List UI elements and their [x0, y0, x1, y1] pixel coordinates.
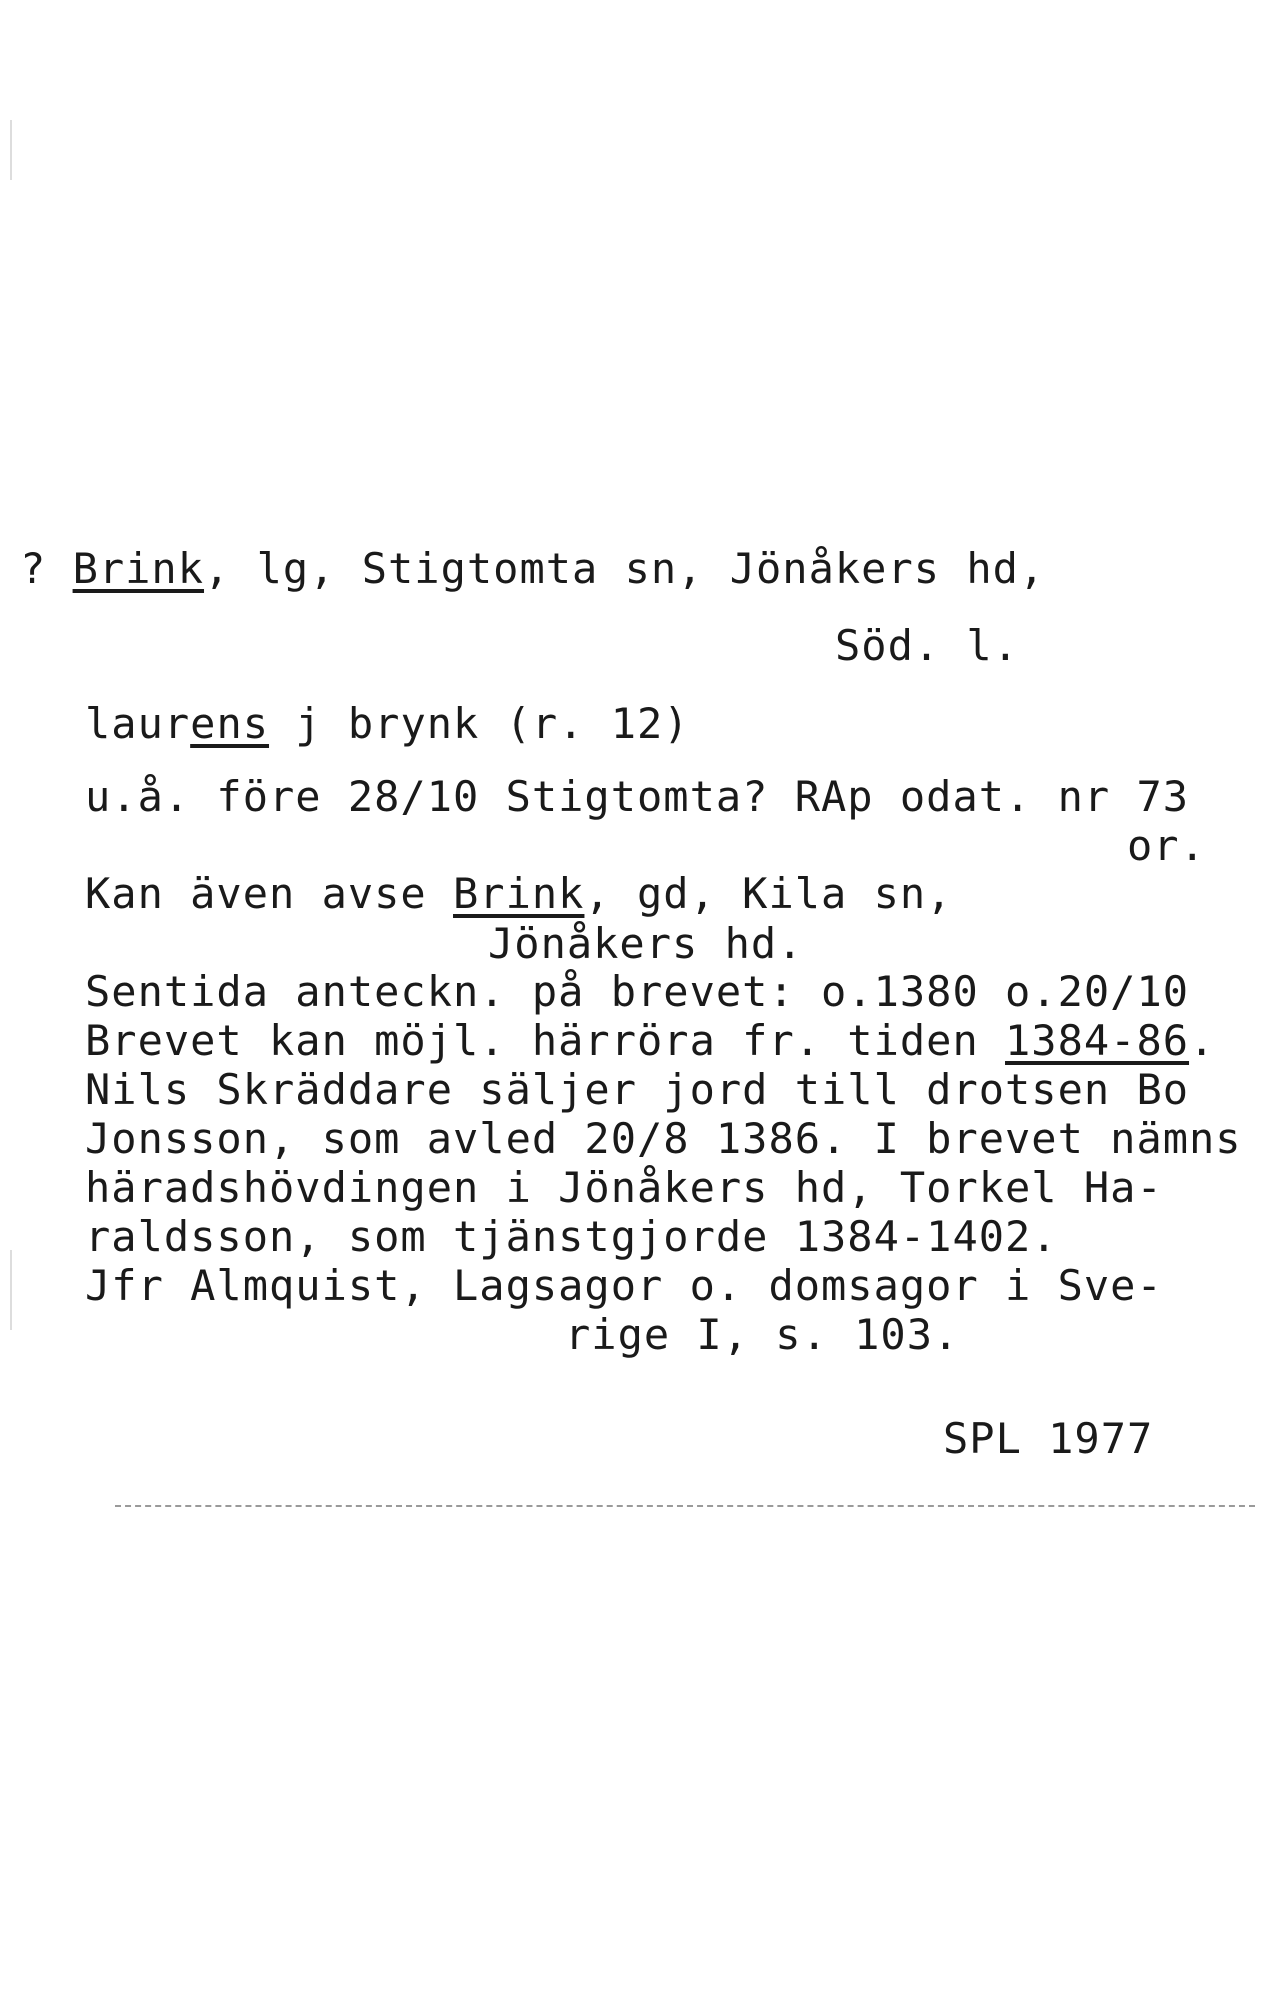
note-line: Sentida anteckn. på brevet: o.1380 o.20/10 — [85, 967, 1190, 1016]
alternative-post: , gd, Kila sn, — [584, 869, 953, 918]
source-form-underlined: ens — [190, 699, 270, 748]
heading-line — [20, 545, 1045, 593]
body-line: Jfr Almquist, Lagsagor o. domsagor i Sve- — [85, 1261, 1163, 1310]
edge-mark — [10, 120, 12, 180]
dating-post: . — [1189, 1016, 1216, 1065]
source-form-line — [85, 700, 690, 748]
heading-rest: , lg, Stigtomta sn, Jönåkers hd, — [204, 544, 1046, 593]
dating-line — [85, 1017, 1215, 1065]
body-line: raldsson, som tjänstgjorde 1384-1402. — [85, 1212, 1058, 1261]
card-divider — [115, 1505, 1255, 1507]
region-label: Söd. l. — [835, 621, 1020, 670]
signature: SPL 1977 — [943, 1414, 1154, 1463]
place-name: Brink — [72, 544, 205, 593]
body-tail: rige I, s. 103. — [565, 1310, 960, 1359]
alternative-tail: Jönåkers hd. — [488, 919, 804, 968]
letter-reference: u.å. före 28/10 Stigtomta? RAp odat. nr 73 — [85, 772, 1190, 821]
dating-range: 1384-86 — [1005, 1016, 1190, 1065]
body-line: Nils Skräddare säljer jord till drotsen Bo — [85, 1065, 1190, 1114]
body-line: häradshövdingen i Jönåkers hd, Torkel Ha- — [85, 1163, 1163, 1212]
dating-pre: Brevet kan möjl. härröra fr. tiden — [85, 1016, 1006, 1065]
source-form-post: j brynk (r. 12) — [269, 699, 690, 748]
alternative-line — [85, 870, 952, 918]
heading-prefix: ? — [20, 544, 73, 593]
body-line: Jonsson, som avled 20/8 1386. I brevet nämns — [85, 1114, 1242, 1163]
alternative-place-name: Brink — [453, 869, 585, 918]
source-form-pre: laur — [85, 699, 191, 748]
alternative-pre: Kan även avse — [85, 869, 454, 918]
edge-mark — [10, 1250, 12, 1330]
letter-reference-tail: or. — [1127, 821, 1206, 870]
